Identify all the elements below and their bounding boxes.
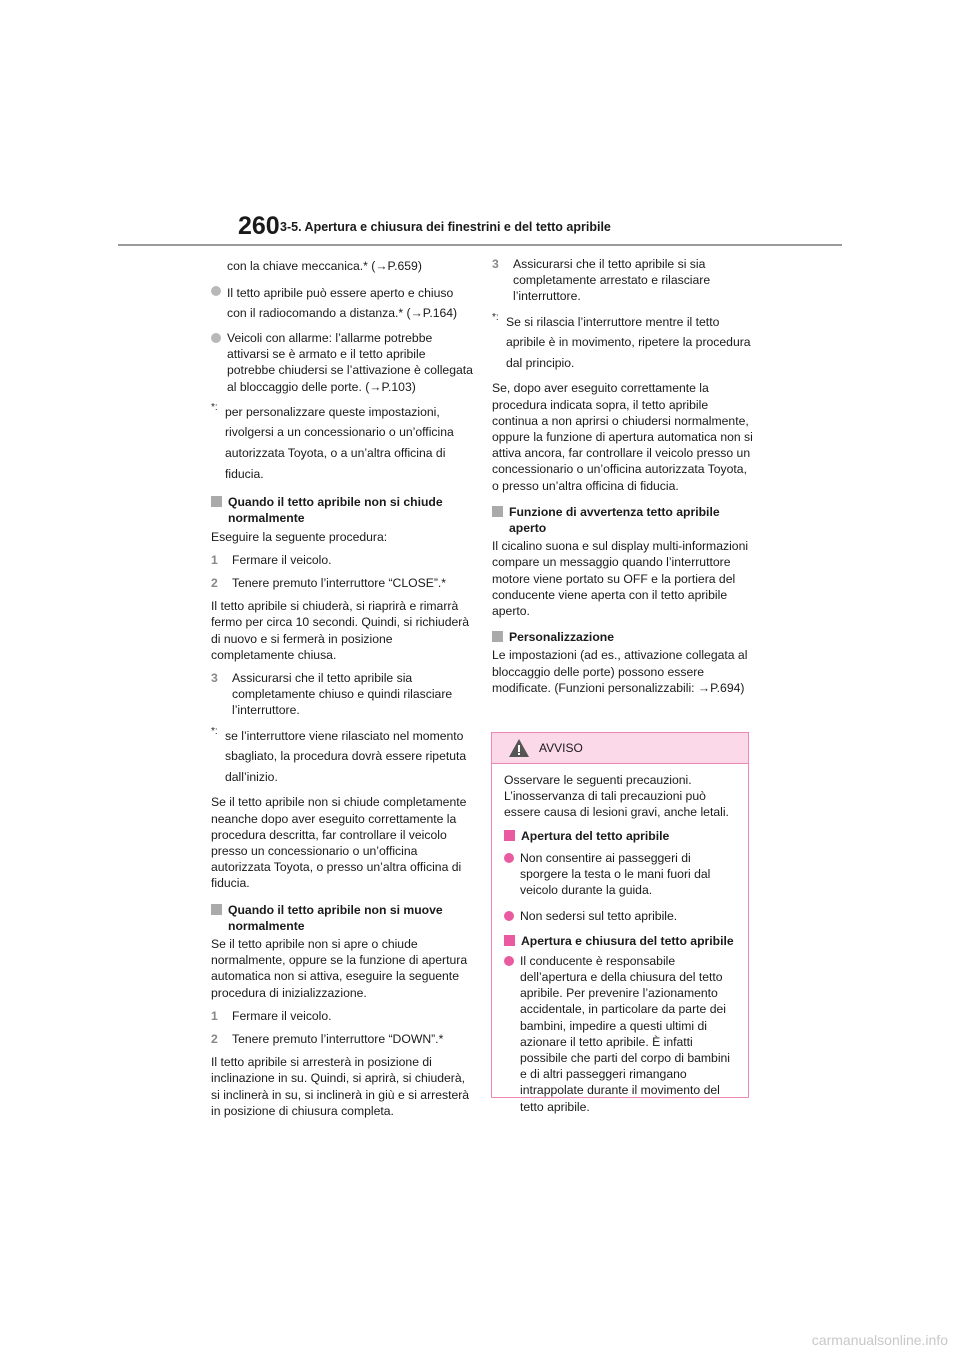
step-number: 1 xyxy=(211,1008,218,1023)
warning-subheading xyxy=(504,828,738,844)
paragraph: Se il tetto apribile non si apre o chiude normalmente, oppure se la funzione di apertura automatica non si attiva, eseguire la seguente procedura di inizializzazione. xyxy=(211,937,468,1000)
paragraph: Le impostazioni (ad es., attivazione collegata al bloccaggio delle porte) possono essere modificate. (Funzioni personalizzabili: →P.694) xyxy=(492,648,748,695)
warning-subheading xyxy=(504,933,738,949)
bullet-text: Il tetto apribile può essere aperto e chiuso con il radiocomando a distanza.* (→P.164) xyxy=(227,286,458,320)
asterisk-icon: *: xyxy=(211,401,218,413)
bullet-dot-icon xyxy=(211,333,221,343)
step-number: 3 xyxy=(492,257,499,271)
bullet-text: Veicoli con allarme: l’allarme potrebbe attivarsi se è armato e il tetto apribile potrebbe chiudersi se l’attivazione è collegata al bloccaggio delle porte. (→P.103) xyxy=(227,331,473,394)
step-text: Assicurarsi che il tetto apribile sia completamente chiuso e quindi rilasciare l’interruttore. xyxy=(232,671,453,718)
warning-box xyxy=(491,732,749,1114)
header-divider xyxy=(118,244,842,246)
watermark: carmanualsonline.info xyxy=(811,1332,948,1348)
subheading xyxy=(211,494,473,526)
asterisk-icon: *: xyxy=(492,311,499,323)
subheading-text: Apertura e chiusura del tetto apribile xyxy=(521,933,734,948)
paragraph: Il tetto apribile si arresterà in posizione di inclinazione in su. Quindi, si aprirà, si chiuderà, si inclinerà in su, si inclinerà in giù e si arresterà in posizione di chiusura completa. xyxy=(211,1055,470,1118)
bullet-dot-icon xyxy=(504,853,514,863)
bullet-text: Non sedersi sul tetto apribile. xyxy=(520,909,678,924)
bullet-item xyxy=(211,330,473,395)
bullet-dot-icon xyxy=(504,956,514,966)
bullet-item xyxy=(211,283,473,323)
square-marker-icon xyxy=(211,904,222,915)
bullet-item xyxy=(504,953,738,1115)
paragraph: Se il tetto apribile non si chiude completamente neanche dopo aver eseguito correttamente la procedura descritta, far controllare il veicolo presso un concessionario o un’officina autorizzata Toyota, o presso un’altra officina di fiducia. xyxy=(211,795,467,891)
step-text: Tenere premuto l’interruttore “CLOSE”.* xyxy=(232,576,447,590)
continued-text: con la chiave meccanica.* (→P.659) xyxy=(227,259,422,273)
footnote-text: se l’interruttore viene rilasciato nel momento sbagliato, la procedura dovrà essere ripetuta dall’inizio. xyxy=(225,728,467,784)
footnote xyxy=(211,726,473,788)
step-number: 2 xyxy=(211,576,218,590)
step-text: Fermare il veicolo. xyxy=(232,552,332,567)
step-number: 3 xyxy=(211,671,218,686)
warning-intro: Osservare le seguenti precauzioni. L’inosservanza di tali precauzioni può essere causa di lesioni gravi, anche letali. xyxy=(504,773,729,820)
footnote xyxy=(211,402,473,484)
paragraph: Il tetto apribile si chiuderà, si riaprirà e rimarrà fermo per circa 10 secondi. Quindi, si richiuderà di nuovo e si fermerà in posizione completamente chiusa. xyxy=(211,599,470,662)
bullet-text: Il conducente è responsabile dell’apertura e della chiusura del tetto apribile. Per prevenire l’azionamento accidentale, in particolare da parte dei bambini, impedire a questi ultimi di azionare il tetto apribile. È infatti possibile che parti del corpo di bambini e di altri passeggeri rimangano intrappolate durante il movimento del tetto apribile. xyxy=(520,953,731,1114)
page-number: 260 xyxy=(238,212,280,240)
paragraph: Eseguire la seguente procedura: xyxy=(211,529,388,544)
step-item xyxy=(492,256,754,305)
step-item xyxy=(211,1008,473,1024)
step-text: Tenere premuto l’interruttore “DOWN”.* xyxy=(232,1032,444,1047)
bullet-text: Non consentire ai passeggeri di sporgere la testa o le mani fuori dal veicolo durante la guida. xyxy=(520,850,711,898)
step-number: 1 xyxy=(211,552,218,567)
right-column xyxy=(492,256,754,703)
step-item xyxy=(211,1031,473,1047)
step-item xyxy=(211,575,473,591)
subheading-text: Personalizzazione xyxy=(509,630,614,645)
warning-header xyxy=(492,733,748,764)
subheading xyxy=(492,629,754,645)
square-marker-icon xyxy=(504,830,515,841)
paragraph: Se, dopo aver eseguito correttamente la procedura indicata sopra, il tetto apribile continua a non aprirsi o chiudersi normalmente, oppure la funzione di apertura automatica non si attiva ancora, far controllare il veicolo presso un concessionario o un’officina autorizzata Toyota, o presso un’altra officina di fiducia. xyxy=(492,381,753,493)
footnote-text: per personalizzare queste impostazioni, rivolgersi a un concessionario o un’officina autorizzata Toyota, o a un’altra officina di fiducia. xyxy=(225,404,454,481)
step-text: Fermare il veicolo. xyxy=(232,1008,332,1023)
footnote xyxy=(492,312,754,374)
asterisk-icon: *: xyxy=(211,725,218,737)
subheading-text: Funzione di avvertenza tetto apribile aperto xyxy=(509,504,720,536)
square-marker-icon xyxy=(504,935,515,946)
subheading-text: Quando il tetto apribile non si chiude normalmente xyxy=(228,495,443,526)
bullet-item xyxy=(504,908,738,924)
subheading xyxy=(492,504,754,536)
left-column xyxy=(211,256,473,1126)
footnote-text: Se si rilascia l’interruttore mentre il tetto apribile è in movimento, ripetere la procedura dal principio. xyxy=(506,314,751,370)
subheading-text: Apertura del tetto apribile xyxy=(521,828,670,843)
bullet-item xyxy=(504,850,738,899)
warning-triangle-icon xyxy=(508,738,530,758)
bullet-dot-icon xyxy=(504,911,514,921)
subheading-text: Quando il tetto apribile non si muove normalmente xyxy=(228,902,443,933)
square-marker-icon xyxy=(492,506,503,517)
paragraph: Il cicalino suona e sul display multi-informazioni compare un messaggio quando l’interruttore motore viene portato su OFF e la portiera del conducente viene aperta con il tetto apribile aperto. xyxy=(492,539,749,619)
warning-title: AVVISO xyxy=(539,741,583,755)
step-item xyxy=(211,552,473,568)
section-title: 3-5. Apertura e chiusura dei finestrini e del tetto apribile xyxy=(280,220,611,234)
step-text: Assicurarsi che il tetto apribile si sia completamente arrestato e rilasciare l’interruttore. xyxy=(513,257,711,304)
step-item xyxy=(211,670,473,719)
subheading xyxy=(211,902,473,934)
step-number: 2 xyxy=(211,1032,218,1047)
square-marker-icon xyxy=(492,631,503,642)
warning-body xyxy=(492,764,748,1115)
square-marker-icon xyxy=(211,496,222,507)
bullet-dot-icon xyxy=(211,286,221,296)
